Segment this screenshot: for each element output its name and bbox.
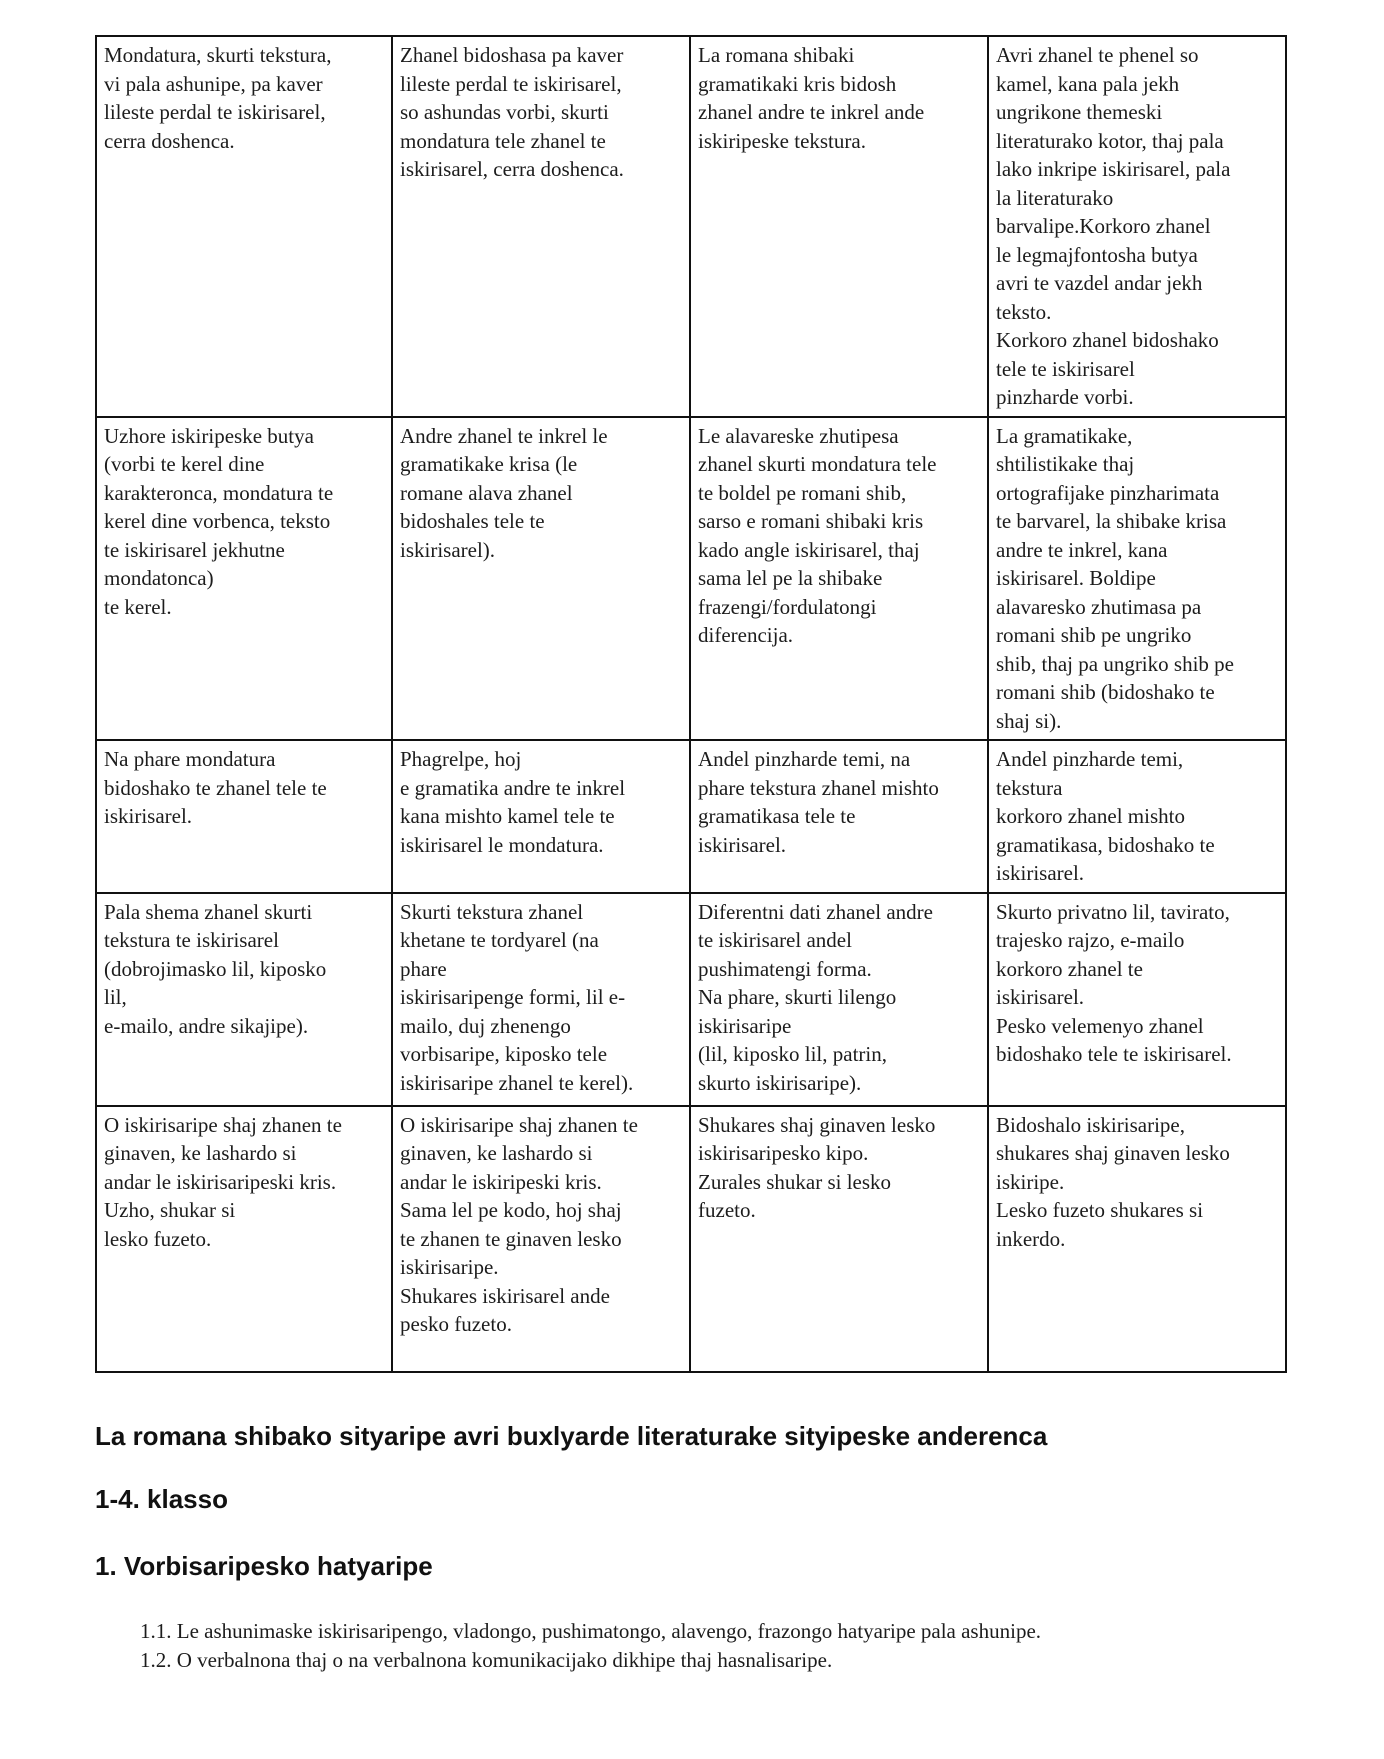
table-cell: La romana shibaki gramatikaki kris bidosh zhanel andre te inkrel ande iskiripeske tekstura. (690, 36, 988, 417)
table-cell: Skurto privatno lil, tavirato, trajesko rajzo, e-mailo korkoro zhanel te iskirisarel. Pesko velemenyo zhanel bidoshako tele te iskirisarel. (988, 893, 1286, 1106)
table-cell: Uzhore iskiripeske butya (vorbi te kerel dine karakteronca, mondatura te kerel dine vorbenca, teksto te iskirisarel jekhutne mondatonca) te kerel. (96, 417, 392, 741)
table-cell: Pala shema zhanel skurti tekstura te iskirisarel (dobrojimasko lil, kiposko lil, e-mailo, andre sikajipe). (96, 893, 392, 1106)
list-item: 1.2. O verbalnona thaj o na verbalnona komunikacijako dikhipe thaj hasnalisaripe. (140, 1648, 833, 1672)
class-heading: 1-4. klasso (95, 1484, 228, 1514)
table-cell: Andel pinzharde temi, tekstura korkoro zhanel mishto gramatikasa, bidoshako te iskirisarel. (988, 740, 1286, 893)
table-cell: O iskirisaripe shaj zhanen te ginaven, ke lashardo si andar le iskirisaripeski kris. Uzho, shukar si lesko fuzeto. (96, 1106, 392, 1372)
table-row (96, 417, 1286, 741)
item-list (140, 1617, 1041, 1675)
table-row (96, 36, 1286, 417)
table-cell: Diferentni dati zhanel andre te iskirisarel andel pushimatengi forma. Na phare, skurti lilengo iskirisaripe (lil, kiposko lil, patrin, skurto iskirisaripe). (690, 893, 988, 1106)
table-cell: Zhanel bidoshasa pa kaver lileste perdal te iskirisarel, so ashundas vorbi, skurti mondatura tele zhanel te iskirisarel, cerra doshenca. (392, 36, 690, 417)
table-cell: O iskirisaripe shaj zhanen te ginaven, ke lashardo si andar le iskiripeski kris. Sama lel pe kodo, hoj shaj te zhanen te ginaven lesko iskirisaripe. Shukares iskirisarel ande pesko fuzeto. (392, 1106, 690, 1372)
table-cell: Andel pinzharde temi, na phare tekstura zhanel mishto gramatikasa tele te iskirisarel. (690, 740, 988, 893)
section-heading: La romana shibako sityaripe avri buxlyarde literaturake sityipeske anderenca (95, 1421, 1048, 1451)
table-cell: Avri zhanel te phenel so kamel, kana pala jekh ungrikone themeski literaturako kotor, thaj pala lako inkripe iskirisarel, pala la literaturako barvalipe.Korkoro zhanel le legmajfontosha butya avri te vazdel andar jekh teksto. Korkoro zhanel bidoshako tele te iskirisarel pinzharde vorbi. (988, 36, 1286, 417)
table-cell: Na phare mondatura bidoshako te zhanel tele te iskirisarel. (96, 740, 392, 893)
table-row (96, 1106, 1286, 1372)
table-cell: Andre zhanel te inkrel le gramatikake krisa (le romane alava zhanel bidoshales tele te iskirisarel). (392, 417, 690, 741)
table-row (96, 893, 1286, 1106)
table-cell: Mondatura, skurti tekstura, vi pala ashunipe, pa kaver lileste perdal te iskirisarel, cerra doshenca. (96, 36, 392, 417)
table-cell: Le alavareske zhutipesa zhanel skurti mondatura tele te boldel pe romani shib, sarso e romani shibaki kris kado angle iskirisarel, thaj sama lel pe la shibake frazengi/fordulatongi diferencija. (690, 417, 988, 741)
list-item: 1.1. Le ashunimaske iskirisaripengo, vladongo, pushimatongo, alavengo, frazongo hatyaripe pala ashunipe. (140, 1619, 1042, 1643)
table-row (96, 740, 1286, 893)
subsection-heading: 1. Vorbisaripesko hatyaripe (95, 1551, 433, 1581)
table-cell: La gramatikake, shtilistikake thaj ortografijake pinzharimata te barvarel, la shibake krisa andre te inkrel, kana iskirisarel. Boldipe alavaresko zhutimasa pa romani shib pe ungriko shib, thaj pa ungriko shib pe romani shib (bidoshako te shaj si). (988, 417, 1286, 741)
requirements-table (95, 35, 1287, 1373)
table-cell: Bidoshalo iskirisaripe, shukares shaj ginaven lesko iskiripe. Lesko fuzeto shukares si inkerdo. (988, 1106, 1286, 1372)
table-cell: Shukares shaj ginaven lesko iskirisaripesko kipo. Zurales shukar si lesko fuzeto. (690, 1106, 988, 1372)
table-cell: Skurti tekstura zhanel khetane te tordyarel (na phare iskirisaripenge formi, lil e- mailo, duj zhenengo vorbisaripe, kiposko tele iskirisaripe zhanel te kerel). (392, 893, 690, 1106)
table-cell: Phagrelpe, hoj e gramatika andre te inkrel kana mishto kamel tele te iskirisarel le mondatura. (392, 740, 690, 893)
